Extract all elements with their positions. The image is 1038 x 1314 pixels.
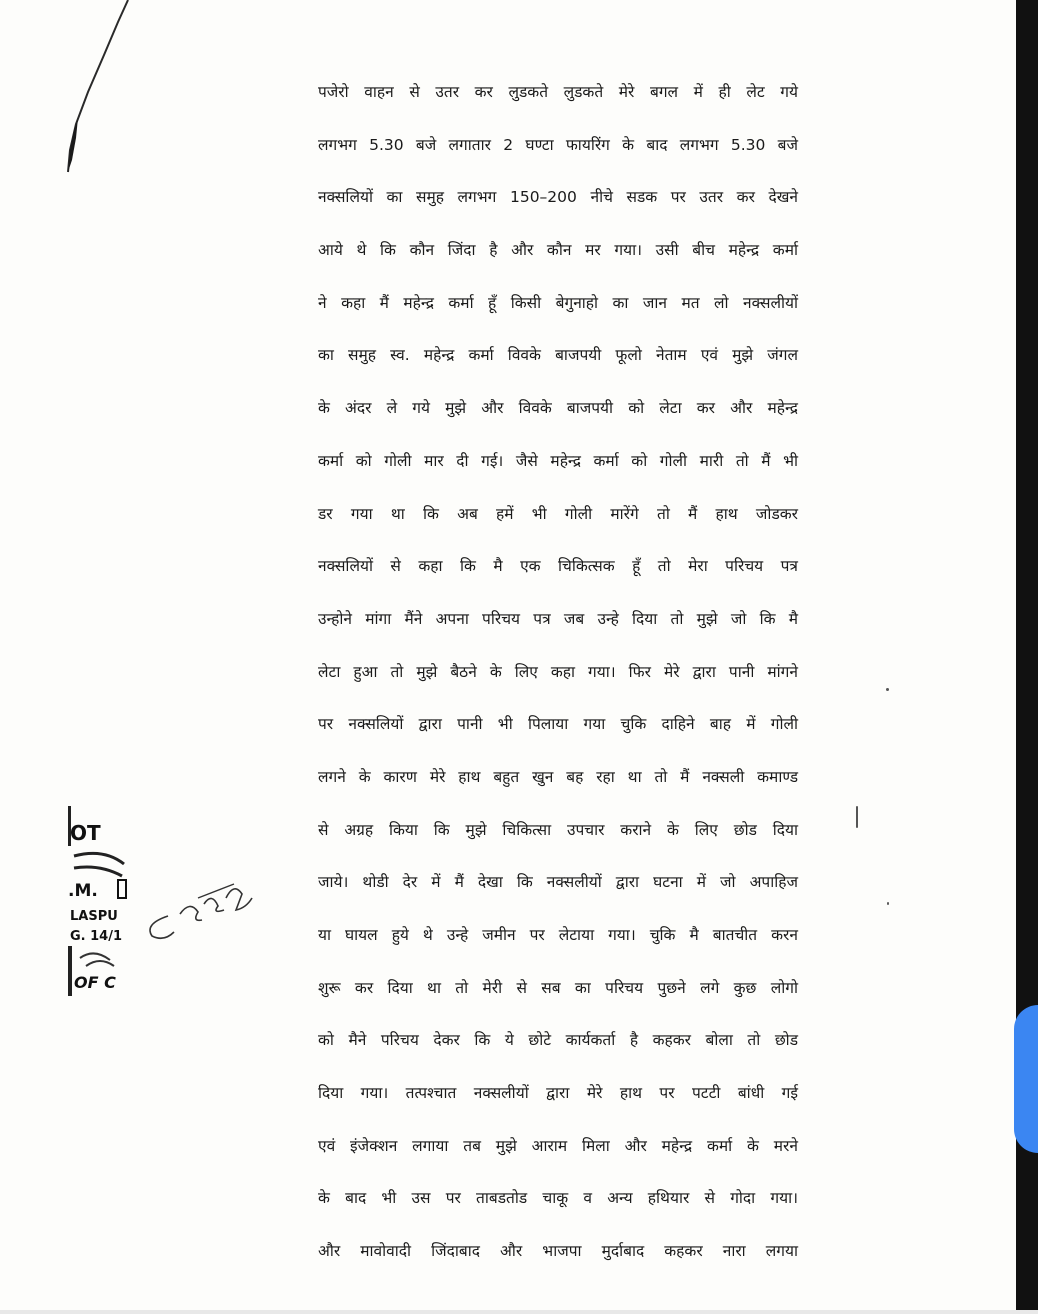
text-line: के अंदर ले गये मुझे और विवके बाजपयी को लेटा कर और महेन्द्र <box>318 399 798 418</box>
text-line: पजेरो वाहन से उतर कर लुडकते लुडकते मेरे बगल में ही लेट गये <box>318 83 798 101</box>
stamp-line-5: OF C <box>74 973 116 992</box>
text-line: नक्सलियों का समुह लगभग 150–200 नीचे सडक पर उतर कर देखने <box>318 188 798 207</box>
text-line: और मावोवादी जिंदाबाद और भाजपा मुर्दाबाद कहकर नारा लगया <box>318 1242 798 1261</box>
text-line: का समुह स्व. महेन्द्र कर्मा विवके बाजपयी फूलो नेताम एवं मुझे जंगल <box>318 346 798 365</box>
text-line: लगभग 5.30 बजे लगातार 2 घण्टा फायरिंग के बाद लगभग 5.30 बजे <box>318 135 798 154</box>
text-line: एवं इंजेक्शन लगाया तब मुझे आराम मिला और महेन्द्र कर्मा के मरने <box>318 1136 798 1155</box>
scrollbar-thumb[interactable] <box>1014 1005 1038 1153</box>
body-text <box>318 66 798 1278</box>
text-line: शुरू कर दिया था तो मेरी से सब का परिचय पुछने लगे कुछ लोगो <box>318 978 798 997</box>
text-line: को मैने परिचय देकर कि ये छोटे कार्यकर्ता है कहकर बोला तो छोड <box>318 1031 798 1050</box>
stamp-line-4: G. 14/1 <box>70 929 123 944</box>
text-line: पर नक्सलियों द्वारा पानी भी पिलाया गया चुकि दाहिने बाह में गोली <box>318 715 798 734</box>
text-line: से अग्रह किया कि मुझे चिकित्सा उपचार कराने के लिए छोड दिया <box>318 820 798 839</box>
text-line: उन्होने मांगा मैंने अपना परिचय पत्र जब उन्हे दिया तो मुझे जो कि मै <box>318 609 798 628</box>
ink-speck <box>887 902 889 905</box>
text-line: आये थे कि कौन जिंदा है और कौन मर गया। उसी बीच महेन्द्र कर्मा <box>318 241 798 260</box>
text-line: ने कहा मैं महेन्द्र कर्मा हूँ किसी बेगुनाहो का जान मत लो नक्सलीयों <box>318 293 798 312</box>
text-line: लगने के कारण मेरे हाथ बहुत खुन बह रहा था तो मैं नक्सली कमाण्ड <box>318 767 798 786</box>
text-line: कर्मा को गोली मार दी गई। जैसे महेन्द्र कर्मा को गोली मारी तो मैं भी <box>318 451 798 470</box>
stamp-line-2: .M. <box>68 881 98 901</box>
text-line: के बाद भी उस पर ताबडतोड चाकू व अन्य हथियार से गोदा गया। <box>318 1189 798 1208</box>
ink-speck <box>886 688 889 691</box>
page-edge-mark <box>0 0 150 200</box>
stamp-line-3: LASPU <box>70 909 118 924</box>
text-line: डर गया था कि अब हमें भी गोली मारेंगे तो मैं हाथ जोडकर <box>318 504 798 523</box>
text-line: दिया गया। तत्पश्चात नक्सलीयों द्वारा मेरे हाथ पर पटटी बांधी गई <box>318 1084 798 1103</box>
ink-speck <box>856 806 858 828</box>
stamp-line-1: OT <box>70 821 101 845</box>
text-line: लेटा हुआ तो मुझे बैठने के लिए कहा गया। फिर मेरे द्वारा पानी मांगने <box>318 662 798 681</box>
handwritten-signature <box>138 864 258 944</box>
page-bottom-edge <box>0 1310 1038 1314</box>
official-stamp <box>64 806 134 996</box>
text-line: नक्सलियों से कहा कि मै एक चिकित्सक हूँ तो मेरा परिचय पत्र <box>318 557 798 576</box>
text-line: या घायल हुये थे उन्हे जमीन पर लेटाया गया। चुकि मै बातचीत करन <box>318 926 798 944</box>
text-line: जाये। थोडी देर में मैं देखा कि नक्सलीयों द्वारा घटना में जो अपाहिज <box>318 873 798 892</box>
